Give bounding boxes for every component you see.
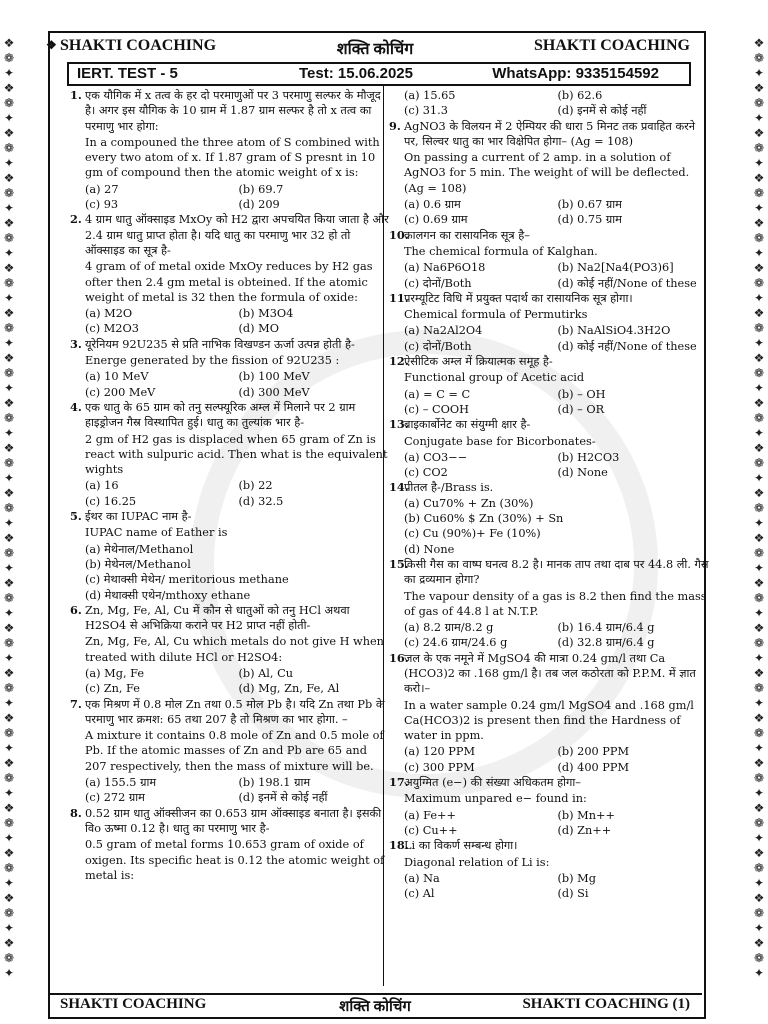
option: (b) Cu60% $ Zn (30%) + Sn xyxy=(404,512,564,526)
question-number: 2. xyxy=(70,212,82,227)
option: (c) मेथाक्सी मेथेन/ meritorious methane xyxy=(85,573,289,587)
options-grid xyxy=(389,744,711,775)
question-text-english: Conjugate base for Bicorbonates- xyxy=(404,434,596,448)
question-block xyxy=(389,88,711,119)
question-number: 15. xyxy=(389,556,409,571)
question-text-hindi: यूरेनियम 92U235 से प्रति नाभिक विखण्डन ऊर्जा उत्पन्न होती है- xyxy=(85,337,355,351)
question-block xyxy=(70,88,392,212)
option: (b) Mn++ xyxy=(557,808,615,822)
option: (c) 200 MeV xyxy=(85,385,156,399)
question-number: 8. xyxy=(70,805,82,820)
question-text-english: Energe generated by the fission of 92U235 : xyxy=(85,354,340,368)
option: (d) इनमें से कोई नहीं xyxy=(238,791,328,805)
options-grid xyxy=(389,260,711,291)
option: (b) 200 PPM xyxy=(557,745,630,759)
option: (b) 198.1 ग्राम xyxy=(238,776,311,790)
option: (a) Mg, Fe xyxy=(85,666,145,680)
footer-right-text: SHAKTI COACHING xyxy=(522,996,669,1012)
question-text-hindi: Zn, Mg, Fe, Al, Cu में कौन से धातुओं को तनु HCl अथवा H2SO4 से अभिक्रिया कराने पर H2 प्राप्त नहीं होती- xyxy=(85,603,350,633)
option: (b) 0.67 ग्राम xyxy=(557,198,622,212)
question-number: 7. xyxy=(70,696,82,711)
option: (d) कोई नहीं/None of these xyxy=(557,276,697,290)
option: (c) Cu (90%)+ Fe (10%) xyxy=(404,527,541,541)
option: (b) 16.4 ग्राम/6.4 g xyxy=(557,621,655,635)
question-text-hindi: परम्यूटिट विधि में प्रयुक्त पदार्थ का रासायनिक सूत्र होगा। xyxy=(404,291,633,305)
options-grid xyxy=(70,666,392,697)
footer-center: शक्ति कोचिंग xyxy=(339,999,411,1015)
question-block xyxy=(389,291,711,354)
question-text-hindi: अयुग्मित (e−) की संख्या अधिकतम होगा– xyxy=(404,776,581,790)
question-row xyxy=(70,337,392,352)
question-text-hindi: ऐसीटिक अम्ल में क्रियात्मक समूह है- xyxy=(404,355,553,369)
options-grid xyxy=(70,182,392,213)
header-left: SHAKTI COACHING xyxy=(60,37,217,54)
question-text-english: The chemical formula of Kalghan. xyxy=(404,244,598,258)
question-text-hindi: एक मिश्रण में 0.8 मोल Zn तथा 0.5 मोल Pb है। यदि Zn तथा Pb के परमाणु भार क्रमश: 65 तथा 207 है तो मिश्रण का भार होगा. – xyxy=(85,697,385,726)
question-number: 10. xyxy=(389,227,409,242)
option: (a) मेथेनाल/Methanol xyxy=(85,542,194,556)
options-grid xyxy=(70,775,392,806)
option: (a) Na2Al2O4 xyxy=(404,324,483,338)
question-number: 12. xyxy=(389,354,409,369)
question-block xyxy=(70,212,392,336)
option: (b) – OH xyxy=(557,387,606,401)
question-row xyxy=(70,603,392,634)
question-text-hindi: बाइकार्बोनेट का संयुग्मी क्षार है- xyxy=(404,418,531,432)
option: (a) 16 xyxy=(85,479,119,493)
option: (c) Al xyxy=(404,887,435,901)
option: (a) Cu70% + Zn (30%) xyxy=(404,496,534,510)
question-text-hindi: किसी गैस का वाष्प घनत्व 8.2 है। मानक ताप तथा दाब पर 44.8 ली. गैस का द्रव्यमान होगा? xyxy=(404,557,709,587)
question-text-english: Functional group of Acetic acid xyxy=(404,371,585,385)
option: (a) 155.5 ग्राम xyxy=(85,776,157,790)
question-number: 11. xyxy=(389,290,409,305)
option: (c) – COOH xyxy=(404,402,469,416)
question-block xyxy=(70,400,392,509)
option: (d) 0.75 ग्राम xyxy=(557,213,622,227)
option: (c) 93 xyxy=(85,198,119,212)
option: (c) दोनों/Both xyxy=(404,339,472,353)
question-block xyxy=(389,119,711,228)
question-text-english: 0.5 gram of metal forms 10.653 gram of oxide of oxigen. Its specific heat is 0.12 the atomic weight of metal is: xyxy=(85,838,385,882)
page-footer xyxy=(48,993,702,1015)
question-text-english: On passing a current of 2 amp. in a solution of AgNO3 for 5 min. The weight of will be deflected. (Ag = 108) xyxy=(404,151,690,195)
option: (a) 8.2 ग्राम/8.2 g xyxy=(404,621,494,635)
option: (a) 15.65 xyxy=(404,89,456,102)
option: (b) 22 xyxy=(238,479,273,493)
question-row xyxy=(389,354,711,369)
options-grid xyxy=(70,369,392,400)
question-block xyxy=(70,697,392,806)
question-row xyxy=(70,697,392,728)
option: (d) 32.5 xyxy=(238,494,284,508)
question-text-english: A mixture it contains 0.8 mole of Zn and 0.5 mole of Pb. If the atomic masses of Zn and Pb are 65 and 207 respectively, then the mass of mixture will be. xyxy=(85,729,384,773)
question-text-english: Chemical formula of Permutirks xyxy=(404,308,588,322)
question-number: 17. xyxy=(389,775,409,790)
option: (c) 0.69 ग्राम xyxy=(404,213,468,227)
options-grid xyxy=(389,450,711,481)
option: (c) CO2 xyxy=(404,466,448,480)
question-text-hindi: Li का विकर्ण सम्बन्ध होगा। xyxy=(404,839,518,853)
question-number: 9. xyxy=(389,118,401,133)
page-header xyxy=(48,33,702,59)
question-number: 16. xyxy=(389,650,409,665)
option: (a) 27 xyxy=(85,182,119,196)
question-row xyxy=(389,651,711,697)
question-block xyxy=(389,417,711,480)
option: (d) Zn++ xyxy=(557,823,612,837)
option: (c) Cu++ xyxy=(404,823,458,837)
option: (d) 209 xyxy=(238,198,280,212)
option: (a) 10 MeV xyxy=(85,370,149,384)
question-row xyxy=(389,480,711,495)
option: (d) कोई नहीं/None of these xyxy=(557,339,697,353)
question-row xyxy=(389,417,711,432)
option: (a) Na6P6O18 xyxy=(404,261,486,275)
option: (a) = C = C xyxy=(404,387,471,401)
question-text-english: Maximum unpared e− found in: xyxy=(404,792,587,806)
options-grid xyxy=(389,808,711,839)
option: (a) 120 PPM xyxy=(404,745,476,759)
question-text-hindi: ईथर का IUPAC नाम है- xyxy=(85,510,192,524)
decorative-border-left: ❖ ❁ ✦ ❖ ❁ ✦ ❖ ❁ ✦ ❖ ❁ ✦ ❖ ❁ ✦ ❖ ❁ ✦ ❖ ❁ ✦ ❖ ❁ ✦ ❖ ❁ ✦ ❖ ❁ ✦ ❖ ❁ ✦ ❖ ❁ ✦ ❖ ❁ ✦ ❖ ❁ ✦ ❖ ❁ ✦ ❖ ❁ ✦ ❖ ❁ ✦ ❖ ❁ ✦ ❖ ❁ ✦ ❖ ❁ ✦ ❖ ❁ ✦ xyxy=(3,36,15,980)
option: (d) मेथाक्सी एथेन/mthoxy ethane xyxy=(85,588,251,602)
bullet-icon: ❖ xyxy=(46,38,57,52)
question-text-hindi: 0.52 ग्राम धातु ऑक्सीजन का 0.653 ग्राम ऑक्साइड बनाता है। इसकी विo ऊष्मा 0.12 है। धातु का परमाणु भार है- xyxy=(85,806,382,835)
option: (b) 69.7 xyxy=(238,182,284,196)
question-row xyxy=(70,509,392,524)
option: (c) दोनों/Both xyxy=(404,276,472,290)
option: (b) Na2[Na4(PO3)6] xyxy=(557,261,674,275)
right-column xyxy=(389,88,711,901)
header-right: SHAKTI COACHING xyxy=(533,37,690,54)
question-block xyxy=(70,603,392,697)
question-block xyxy=(389,651,711,775)
option: (d) Mg, Zn, Fe, Al xyxy=(238,682,340,696)
option: (b) 100 MeV xyxy=(238,370,310,384)
question-number: 5. xyxy=(70,509,82,524)
question-number: 1. xyxy=(70,88,82,102)
test-name: IERT. TEST - 5 xyxy=(77,65,178,82)
question-text-hindi: AgNO3 के विलयन में 2 ऐम्पियर की धारा 5 मिनट तक प्रवाहित करने पर, सिल्वर धातु का भार विक्षेपित होगा– (Ag = 108) xyxy=(404,119,696,148)
question-text-hindi: एक यौगिक में x तत्व के हर दो परमाणुओं पर 3 परमाणु सल्फर के मौजूद है। अगर इस यौगिक के 10 ग्राम में 1.87 ग्राम सल्फर है तो x तत्व का परमाणु भार होगा: xyxy=(85,89,381,133)
options-grid xyxy=(389,323,711,354)
question-text-hindi: पीतल है-/Brass is. xyxy=(404,481,494,495)
options-grid xyxy=(389,197,711,228)
question-text-hindi: कालगन का रासायनिक सूत्र है– xyxy=(404,228,530,242)
option: (d) 400 PPM xyxy=(557,760,630,774)
question-text-english: Zn, Mg, Fe, Al, Cu which metals do not give H when treated with dilute HCl or H2SO4: xyxy=(85,635,384,664)
test-date: Test: 15.06.2025 xyxy=(299,65,413,82)
option: (c) 24.6 ग्राम/24.6 g xyxy=(404,636,508,650)
question-number: 4. xyxy=(70,399,82,414)
option: (d) None xyxy=(404,542,455,556)
option: (c) M2O3 xyxy=(85,322,139,336)
question-row xyxy=(389,119,711,150)
options-grid xyxy=(70,478,392,509)
question-text-english: Diagonal relation of Li is: xyxy=(404,855,550,869)
question-row xyxy=(70,212,392,258)
option: (b) Mg xyxy=(557,871,596,885)
question-row xyxy=(389,557,711,588)
question-block xyxy=(70,509,392,603)
footer-right xyxy=(522,996,690,1013)
question-text-english: The vapour density of a gas is 8.2 then find the mass of gas of 44.8 l at N.T.P. xyxy=(404,589,707,618)
question-number: 18. xyxy=(389,838,409,853)
question-text-english: 2 gm of H2 gas is displaced when 65 gram of Zn is react with sulpuric acid. Then what is the equivalent wights xyxy=(85,432,388,477)
question-row xyxy=(70,400,392,431)
question-row xyxy=(389,291,711,306)
question-text-english: In a compouned the three atom of S combined with every two atom of x. If 1.87 gram of S presnt in 10 gm of compound then the atomic weight of x is: xyxy=(85,135,380,180)
question-row xyxy=(389,838,711,853)
question-block xyxy=(389,838,711,901)
question-block xyxy=(70,337,392,400)
question-row xyxy=(389,228,711,243)
option: (d) – OR xyxy=(557,402,605,416)
option: (d) इनमें से कोई नहीं xyxy=(557,104,647,118)
option: (c) 31.3 xyxy=(404,104,448,118)
option: (b) NaAlSiO4.3H2O xyxy=(557,324,671,338)
question-row xyxy=(70,88,392,134)
option: (c) Zn, Fe xyxy=(85,682,140,696)
question-block xyxy=(389,228,711,291)
option: (b) Al, Cu xyxy=(238,666,294,680)
option: (a) Na xyxy=(404,871,440,885)
options-grid xyxy=(389,387,711,418)
option: (d) MO xyxy=(238,322,279,336)
question-text-english: 4 gram of of metal oxide MxOy reduces by H2 gas ofter then 2.4 gm metal is obteined. If the atomic weight of metal is 32 then the formula of oxide: xyxy=(85,260,373,304)
option: (b) मेथेनल/Methanol xyxy=(85,557,191,571)
test-info-bar xyxy=(67,62,691,86)
question-text-hindi: एक धातु के 65 ग्राम को तनु सल्फ्यूरिक अम्ल में मिलाने पर 2 ग्राम हाइड्रोजन गैस्र विस्थापित हुई। धातु का तुल्यांक भार है- xyxy=(85,400,356,430)
option: (a) M2O xyxy=(85,307,133,321)
option: (d) 32.8 ग्राम/6.4 g xyxy=(557,636,655,650)
options-grid xyxy=(70,306,392,337)
options-grid xyxy=(389,620,711,651)
option: (b) H2CO3 xyxy=(557,450,620,464)
option: (b) M3O4 xyxy=(238,307,294,321)
question-row xyxy=(70,806,392,837)
decorative-border-right: ❖ ❁ ✦ ❖ ❁ ✦ ❖ ❁ ✦ ❖ ❁ ✦ ❖ ❁ ✦ ❖ ❁ ✦ ❖ ❁ ✦ ❖ ❁ ✦ ❖ ❁ ✦ ❖ ❁ ✦ ❖ ❁ ✦ ❖ ❁ ✦ ❖ ❁ ✦ ❖ ❁ ✦ ❖ ❁ ✦ ❖ ❁ ✦ ❖ ❁ ✦ ❖ ❁ ✦ ❖ ❁ ✦ ❖ ❁ ✦ ❖ ❁ ✦ xyxy=(753,36,765,980)
question-text-hindi: जल के एक नमूने में MgSO4 की मात्रा 0.24 gm/l तथा Ca (HCO3)2 का .168 gm/l है। तब जल कठोरता को P.P.M. में ज्ञात करो।– xyxy=(404,651,696,696)
question-block xyxy=(70,806,392,883)
left-column xyxy=(70,88,392,884)
option: (a) Fe++ xyxy=(404,808,456,822)
question-block xyxy=(389,354,711,417)
option: (d) None xyxy=(557,466,608,480)
question-number: 3. xyxy=(70,336,82,351)
question-text-hindi: 4 ग्राम धातु ऑक्साइड MxOy को H2 द्वारा अपचयित किया जाता है और 2.4 ग्राम धातु प्राप्त होता है। यदि धातु का परमाणु भार 32 हो तो ऑक्साइड का सूत्र है- xyxy=(85,213,389,257)
option: (d) Si xyxy=(557,887,589,901)
footer-left: SHAKTI COACHING xyxy=(60,996,207,1012)
question-text-english: IUPAC name of Eather is xyxy=(85,526,228,540)
question-text-english: In a water sample 0.24 gm/l MgSO4 and .168 gm/l Ca(HCO3)2 is present then find the Hardness of water in ppm. xyxy=(404,698,694,743)
option: (a) 0.6 ग्राम xyxy=(404,198,461,212)
option: (d) 300 MeV xyxy=(238,385,310,399)
option: (b) 62.6 xyxy=(557,89,603,102)
page-number: (1) xyxy=(672,996,690,1012)
question-number: 13. xyxy=(389,417,409,432)
options-grid xyxy=(389,88,711,119)
option: (a) CO3−− xyxy=(404,450,468,464)
question-row xyxy=(389,775,711,790)
question-block xyxy=(389,775,711,838)
whatsapp-number: WhatsApp: 9335154592 xyxy=(492,65,659,82)
question-block xyxy=(389,557,711,651)
option: (c) 272 ग्राम xyxy=(85,791,145,805)
options-grid xyxy=(389,871,711,902)
question-block xyxy=(389,480,711,556)
option: (c) 300 PPM xyxy=(404,760,475,774)
question-number: 14. xyxy=(389,480,409,495)
option: (c) 16.25 xyxy=(85,494,137,508)
header-center: शक्ति कोचिंग xyxy=(336,41,414,58)
question-number: 6. xyxy=(70,602,82,617)
